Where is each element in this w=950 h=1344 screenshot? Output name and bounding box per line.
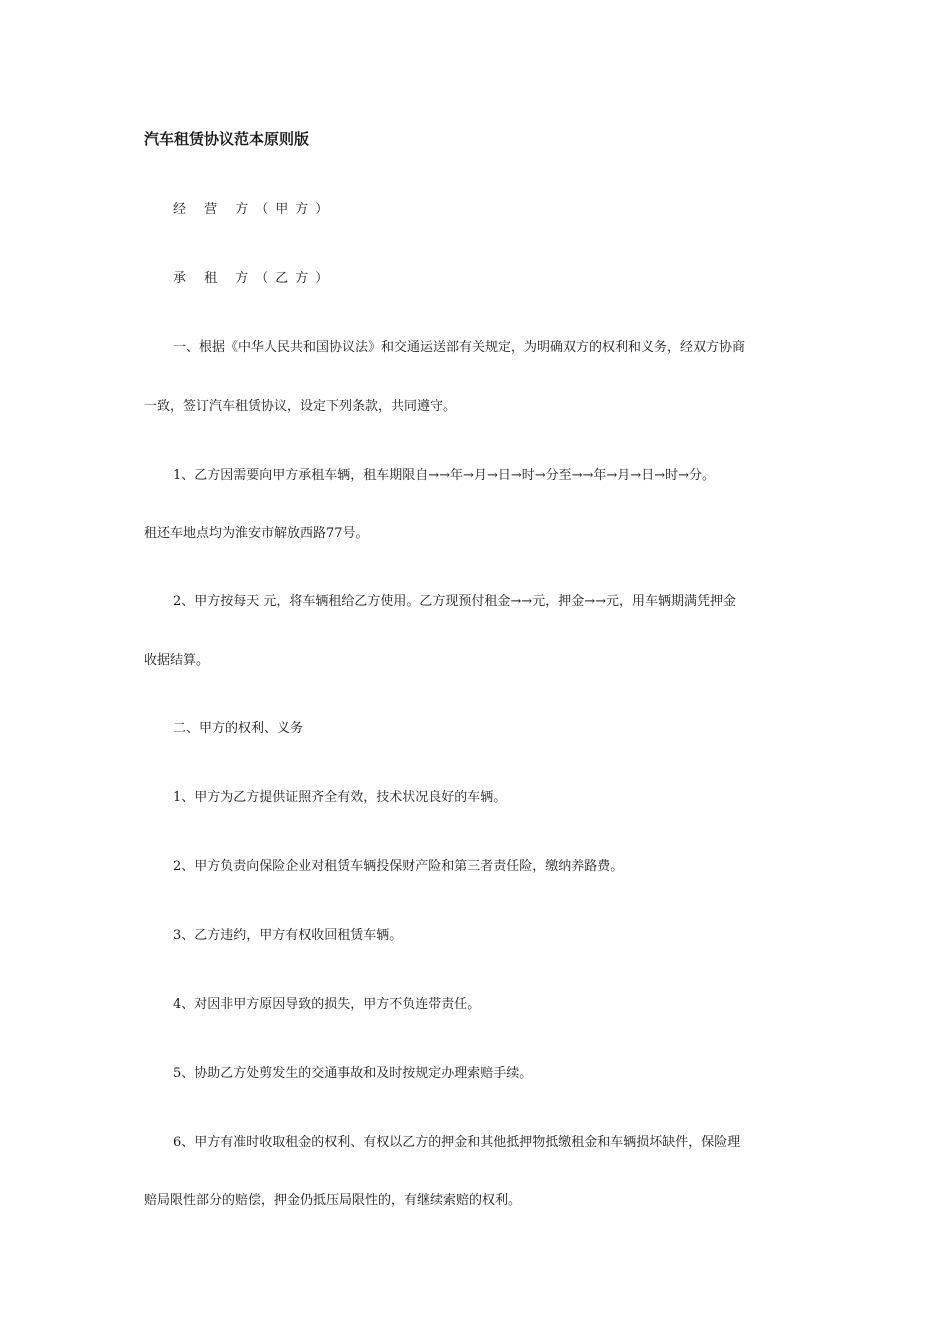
item-2-6-line-1: 6、甲方有准时收取租金的权利、有权以乙方的押金和其他抵押物抵缴租金和车辆损坏缺件，保险理 xyxy=(173,1135,741,1150)
item-2-3: 3、乙方违约，甲方有权收回租赁车辆。 xyxy=(173,928,403,943)
party-a-line: 经 营 方（甲方） xyxy=(173,202,336,217)
item-1-1-line-2: 租还车地点均为淮安市解放西路77号。 xyxy=(144,526,369,541)
clause-1-line-1: 一、根据《中华人民共和国协议法》和交通运送部有关规定，为明确双方的权利和义务，经双方协商 xyxy=(173,340,746,355)
section-2-heading: 二、甲方的权利、义务 xyxy=(173,721,304,736)
party-b-line: 承 租 方（乙方） xyxy=(173,271,336,286)
item-1-1-line-1: 1、乙方因需要向甲方承租车辆，租车期限自→→年→月→日→时→分至→→年→月→日→时→分。 xyxy=(173,468,715,483)
item-1-2-line-2: 收据结算。 xyxy=(144,653,210,668)
item-2-4: 4、对因非甲方原因导致的损失，甲方不负连带责任。 xyxy=(173,997,481,1012)
item-2-6-line-2: 赔局限性部分的赔偿，押金仍抵压局限性的，有继续索赔的权利。 xyxy=(144,1193,522,1208)
document-title: 汽车租赁协议范本原则版 xyxy=(144,130,310,148)
item-2-1: 1、甲方为乙方提供证照齐全有效，技术状况良好的车辆。 xyxy=(173,790,507,805)
clause-1-line-2: 一致，签订汽车租赁协议，设定下列条款，共同遵守。 xyxy=(144,399,457,414)
item-1-2-line-1: 2、甲方按每天 元，将车辆租给乙方使用。乙方现预付租金→→元，押金→→元，用车辆期满凭押金 xyxy=(173,594,736,609)
item-2-2: 2、甲方负责向保险企业对租赁车辆投保财产险和第三者责任险，缴纳养路费。 xyxy=(173,859,624,874)
item-2-5: 5、协助乙方处剪发生的交通事故和及时按规定办理索赔手续。 xyxy=(173,1066,533,1081)
